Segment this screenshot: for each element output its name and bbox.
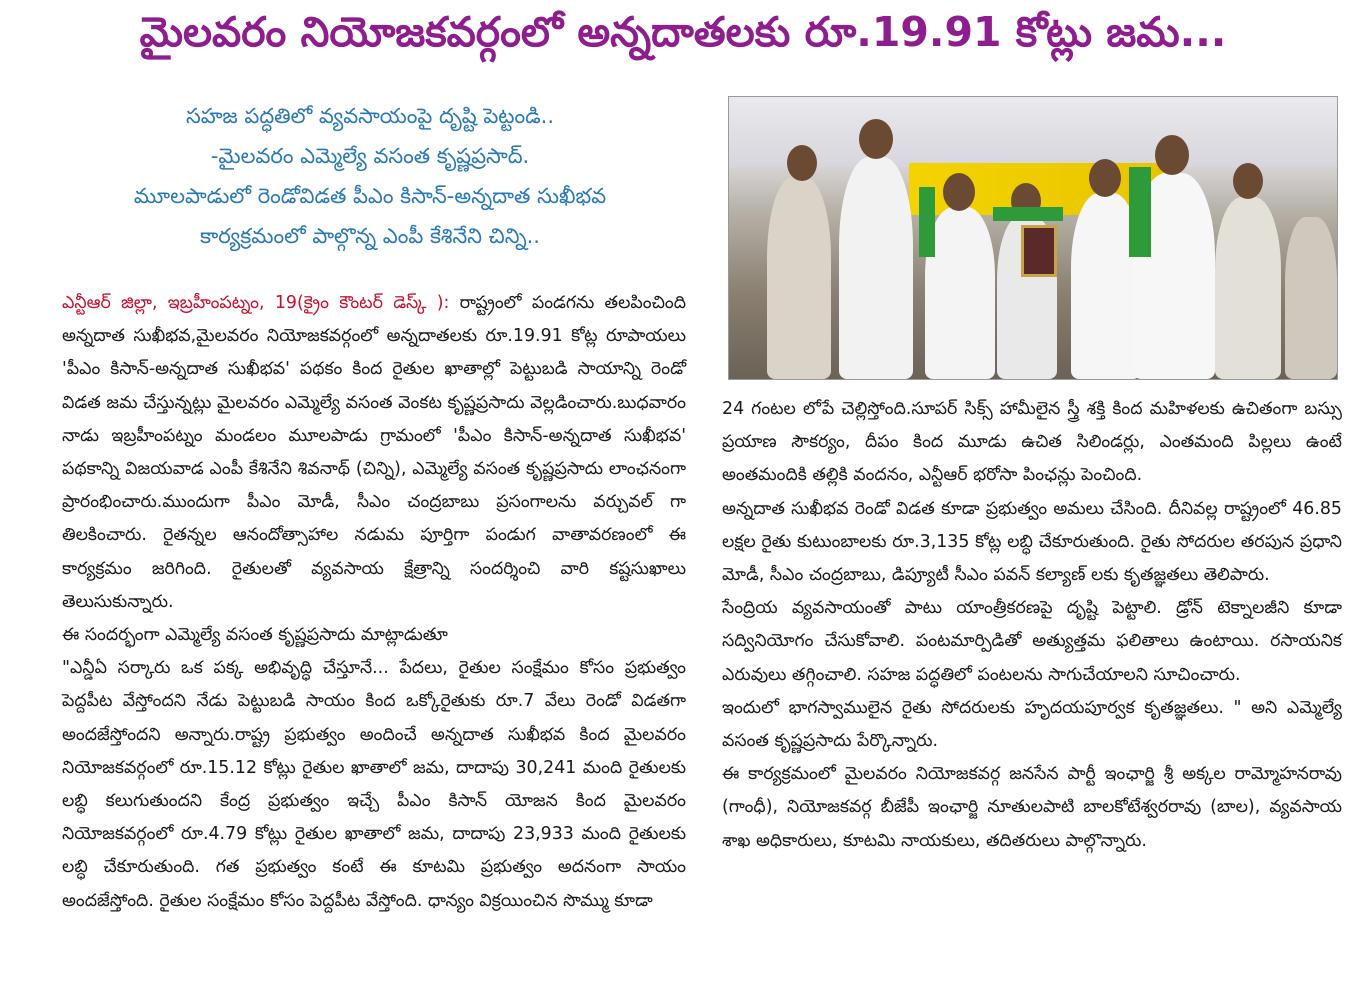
person-figure <box>1285 217 1337 379</box>
lead-text: రాష్ట్రంలో పండగను తలపించింది అన్నదాత సుఖీభవ,మైలవరం నియోజకవర్గంలో అన్నదాతలకు రూ.19.91 కోట్ల రూపాయలు 'పీఎం కిసాన్-అన్నదాత సుఖీభవ' పథకం కింద రైతుల ఖాతాల్లో పెట్టుబడి సాయాన్ని రెండో విడత జమ చేస్తున్నట్లు మైలవరం ఎమ్మెల్యే వసంత వెంకట కృష్ణప్రసాదు వెల్లడించారు.బుధవారం నాడు ఇబ్రహీంపట్నం మండలం మూలపాడు గ్రామంలో 'పీఎం కిసాన్-అన్నదాత సుఖీభవ' పథకాన్ని విజయవాడ ఎంపీ కేశినేని శివనాథ్ (చిన్ని), ఎమ్మెల్యే వసంత కృష్ణప్రసాదు లాంఛనంగా ప్రారంభించారు.ముందుగా పీఎం మోడీ, సీఎం చంద్రబాబు ప్రసంగాలను వర్చువల్ గా తిలకించారు. రైతన్నల ఆనందోత్సాహాల నడుమ పూర్తిగా పండుగ వాతావరణంలో ఈ కార్యక్రమం జరిగింది. రైతులతో వ్యవసాయ క్షేత్రాన్ని సందర్శించి వారి కష్టసుఖాలు తెలుసుకున్నారు. <box>62 293 687 612</box>
article-paragraph: "ఎన్డీఏ సర్కారు ఒక పక్క అభివృద్ధి చేస్తూనే... పేదలు, రైతుల సంక్షేమం కోసం ప్రభుత్వం పెద్దపీట వేస్తోందని నేడు పెట్టుబడి సాయం కింద ఒక్కోరైతుకు రూ.7 వేలు రెండో విడతగా అందజేస్తోందని అన్నారు.రాష్ట్ర ప్రభుత్వం అందించే అన్నదాత సుఖీభవ కింద మైలవరం నియోజకవర్గంలో రూ.15.12 కోట్లు రైతుల ఖాతాలో జమ, దాదాపు 30,241 మంది రైతులకు లబ్ధి కలుగుతుందని కేంద్ర ప్రభుత్వం ఇచ్చే పీఎం కిసాన్ యోజన కింద మైలవరం నియోజకవర్గంలో రూ.4.79 కోట్లు రైతుల ఖాతాలో జమ, దాదాపు 23,933 మంది రైతులకు లబ్ధి చేకూరుతుంది. గత ప్రభుత్వం కంటే ఈ కూటమి ప్రభుత్వం అదనంగా సాయం అందజేస్తోంది. రైతుల సంక్షేమం కోసం పెద్దపీట వేస్తోంది. ధాన్యం విక్రయించిన సొమ్ము కూడా <box>62 658 686 911</box>
photo-frame-gift <box>1021 225 1057 277</box>
article-paragraph: 24 గంటల లోపే చెల్లిస్తోంది.సూపర్ సిక్స్ హామీలైన స్త్రీ శక్తి కింద మహిళలకు ఉచితంగా బస్సు ప్రయాణ సౌకర్యం, దీపం కింద మూడు ఉచిత సిలిండర్లు, ఎంతమంది పిల్లలు ఉంటే అంతమందికి తల్లికి వందనం, ఎన్టీఆర్ భరోసా పింఛన్లు పెంచింది. <box>722 399 1342 486</box>
article-right-column <box>722 393 1342 858</box>
person-head <box>1155 135 1189 175</box>
person-head <box>1233 163 1263 199</box>
person-figure <box>925 207 995 379</box>
article-paragraph: సేంద్రియ వ్యవసాయంతో పాటు యాంత్రీకరణపై దృష్టి పెట్టాలి. డ్రోన్ టెక్నాలజీని కూడా సద్వినియోగం చేసుకోవాలి. పంటమార్పిడితో అత్యుత్తమ ఫలితాలు ఉంటాయి. రసాయనిక ఎరువులు తగ్గించాలి. సహజ పద్ధతిలో పంటలను సాగుచేయాలని సూచించారు. <box>722 598 1342 685</box>
article-left-column <box>62 287 686 918</box>
article-paragraph: ఇందులో భాగస్వాములైన రైతు సోదరులకు హృదయపూర్వక కృతజ్ఞతలు. " అని ఎమ్మెల్యే వసంత కృష్ణప్రసాదు పేర్కొన్నారు. <box>722 697 1342 752</box>
person-head <box>859 119 893 159</box>
subhead-line-1: సహజ పద్ధతిలో వ్యవసాయంపై దృష్టి పెట్టండి.. <box>185 104 555 128</box>
article-paragraph: ఈ సందర్భంగా ఎమ్మెల్యే వసంత కృష్ణప్రసాదు మాట్లాడుతూ <box>62 625 448 646</box>
subhead-line-2: -మైలవరం ఎమ్మెల్యే వసంత కృష్ణప్రసాద్. <box>210 144 530 168</box>
subhead-line-3: మూలపాడులో రెండోవిడత పీఎం కిసాన్-అన్నదాత సుఖీభవ <box>133 184 607 208</box>
green-scarf <box>993 207 1063 221</box>
subhead-line-4: కార్యక్రమంలో పాల్గొన్న ఎంపీ కేశినేని చిన్ని.. <box>200 224 540 248</box>
article-paragraph <box>62 287 686 619</box>
person-head <box>943 173 975 211</box>
person-figure <box>1215 197 1281 379</box>
article-paragraph: ఈ కార్యక్రమంలో మైలవరం నియోజకవర్గ జనసేన పార్టీ ఇంఛార్జి శ్రీ అక్కల రామ్మోహనరావు (గాంధీ), నియోజకవర్గ బీజేపీ ఇంఛార్జి నూతులపాటి బాలకోటేశ్వరరావు (బాల), వ్యవసాయ శాఖ అధికారులు, కూటమి నాయకులు, తదితరులు పాల్గొన్నారు. <box>722 764 1342 851</box>
green-scarf <box>1129 167 1151 257</box>
article-paragraph: అన్నదాత సుఖీభవ రెండో విడత కూడా ప్రభుత్వం అమలు చేసింది. దీనివల్ల రాష్ట్రంలో 46.85 లక్షల రైతు కుటుంబాలకు రూ.3,135 కోట్ల లబ్ధి చేకూరుతుంది. రైతు సోదరుల తరపున ప్రధాని మోడీ, సీఎం చంద్రబాబు, డిప్యూటీ సీఎం పవన్ కల్యాణ్ లకు కృతజ్ఞతలు తెలిపారు. <box>722 498 1342 586</box>
news-photo <box>728 96 1338 380</box>
tent-canopy <box>729 97 1337 167</box>
person-head <box>1089 159 1121 197</box>
person-head <box>787 145 817 181</box>
person-figure <box>839 157 913 379</box>
headline: మైలవరం నియోజకవర్గంలో అన్నదాతలకు రూ.19.91 కోట్లు జమ... <box>139 8 1227 56</box>
green-scarf <box>919 187 935 257</box>
dateline: ఎన్టీఆర్ జిల్లా, ఇబ్రహీంపట్నం, 19(క్రైం కౌంటర్ డెస్క్ ): <box>62 293 450 313</box>
subheadline <box>40 96 700 256</box>
person-figure <box>767 177 831 379</box>
